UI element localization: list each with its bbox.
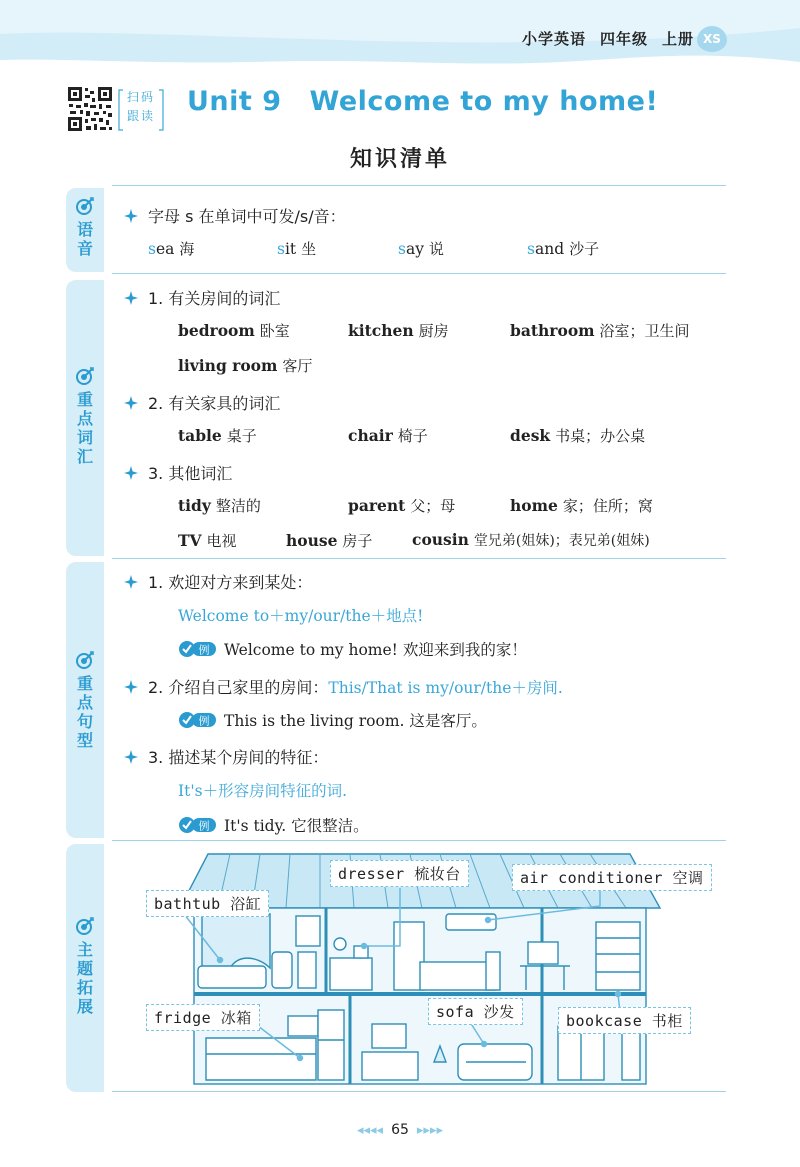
s-letter: s <box>398 240 406 258</box>
sparkle-bullet-icon <box>124 466 138 480</box>
tab-char: 音 <box>76 239 93 258</box>
vocab-en: tidy <box>178 496 211 515</box>
vocab-cn: 桌子 <box>226 427 257 445</box>
word-cn: 沙子 <box>569 240 600 258</box>
sentence-group-heading <box>124 675 563 698</box>
vocab-en: bedroom <box>178 321 255 340</box>
scan-label-line2: 跟读 <box>126 109 155 123</box>
sparkle-bullet-icon <box>124 209 138 223</box>
vocab-item <box>286 530 372 551</box>
s-word-sand <box>527 238 599 259</box>
label-cn: 浴缸 <box>230 895 262 913</box>
label-en: dresser <box>338 865 405 883</box>
vocab-cn: 椅子 <box>397 427 428 445</box>
tab-char: 型 <box>76 731 93 750</box>
tab-char: 汇 <box>76 447 93 466</box>
example-badge-icon <box>178 816 218 834</box>
label-en: bookcase <box>566 1012 643 1030</box>
vocab-group-heading <box>124 286 280 309</box>
vocab-item <box>510 495 653 516</box>
tab-pronunciation <box>66 188 104 272</box>
vocab-cn: 堂兄弟(姐妹)；表兄弟(姐妹) <box>473 533 650 549</box>
label-en: air conditioner <box>520 869 663 887</box>
vocab-item <box>348 320 449 341</box>
label-sofa <box>428 998 523 1025</box>
label-cn: 空调 <box>672 869 704 887</box>
vocab-group-heading <box>124 391 280 414</box>
group-title: 欢迎对方来到某处： <box>168 573 313 592</box>
group-title: 介绍自己家里的房间： <box>168 678 329 697</box>
page-footer <box>0 1122 800 1138</box>
vocab-item <box>178 425 257 446</box>
example-text: This is the living room. 这是客厅。 <box>224 712 487 730</box>
word-rest: and <box>534 240 565 258</box>
vocab-item <box>178 355 312 376</box>
group-title: 描述某个房间的特征： <box>168 748 329 767</box>
bracket-frame-icon <box>117 88 165 132</box>
header-grade: 四年级 <box>599 30 648 48</box>
label-fridge <box>146 1004 260 1031</box>
example-badge-icon <box>178 711 218 729</box>
xs-badge: XS <box>697 26 727 52</box>
vocab-item <box>510 425 645 446</box>
tab-key-vocabulary-label <box>75 390 95 466</box>
group-title: 其他词汇 <box>168 464 233 483</box>
label-cn: 梳妆台 <box>414 865 461 883</box>
s-letter: s <box>527 240 535 258</box>
s-word-say <box>398 238 444 259</box>
tab-char: 拓 <box>76 978 93 997</box>
vocab-cn: 整洁的 <box>215 497 261 515</box>
group-title: 有关家具的词汇 <box>168 394 281 413</box>
vocab-item <box>178 530 237 551</box>
section-divider <box>112 558 726 559</box>
vocab-group-heading <box>124 461 232 484</box>
vocab-cn: 房子 <box>342 532 373 550</box>
tab-pronunciation-label <box>75 220 95 258</box>
example-text: Welcome to my home! 欢迎来到我的家！ <box>224 641 527 659</box>
vocab-cn: 电视 <box>206 532 237 550</box>
header-volume: 上册 <box>661 30 694 48</box>
tab-key-sentences <box>66 562 104 838</box>
page-number: 65 <box>391 1122 409 1138</box>
vocab-en: desk <box>510 426 551 445</box>
vocab-en: TV <box>178 531 202 550</box>
section-divider <box>112 185 726 186</box>
target-icon <box>75 196 95 216</box>
sparkle-bullet-icon <box>124 680 138 694</box>
vocab-cn: 卧室 <box>259 322 290 340</box>
header-subject: 小学英语 <box>521 30 586 48</box>
word-cn: 说 <box>428 240 444 258</box>
tab-char: 主 <box>76 940 93 959</box>
group-number: 3. <box>148 748 164 767</box>
label-en: bathtub <box>154 895 221 913</box>
vocab-item <box>178 320 290 341</box>
word-rest: ea <box>155 240 175 258</box>
tab-char: 重 <box>76 674 93 693</box>
scan-label-line1: 扫码 <box>126 90 155 104</box>
word-cn: 坐 <box>301 240 317 258</box>
s-letter: s <box>277 240 285 258</box>
tab-theme-extension <box>66 844 104 1092</box>
s-word-sit <box>277 238 316 259</box>
label-bathtub <box>146 890 269 917</box>
section-divider <box>112 1091 726 1092</box>
label-air-conditioner <box>512 864 712 891</box>
sparkle-bullet-icon <box>124 396 138 410</box>
tab-char: 点 <box>76 693 93 712</box>
label-en: fridge <box>154 1009 212 1027</box>
vocab-item <box>348 495 455 516</box>
qr-code-icon[interactable] <box>66 85 114 133</box>
target-icon <box>75 366 95 386</box>
tab-key-vocabulary <box>66 280 104 556</box>
example-label: 例 <box>198 714 210 728</box>
tab-char: 展 <box>76 997 93 1016</box>
example-badge-icon <box>178 640 218 658</box>
s-word-sea <box>148 238 194 259</box>
group-number: 2. <box>148 394 164 413</box>
label-en: sofa <box>436 1003 475 1021</box>
vocab-item <box>348 425 428 446</box>
target-icon <box>75 650 95 670</box>
unit-number: Unit 9 <box>187 86 282 117</box>
unit-name: Welcome to my home! <box>309 86 659 117</box>
vocab-en: home <box>510 496 558 515</box>
label-cn: 沙发 <box>483 1003 515 1021</box>
tab-char: 句 <box>76 712 93 731</box>
sparkle-bullet-icon <box>124 291 138 305</box>
example-sentence <box>178 638 527 660</box>
vocab-item <box>412 530 650 550</box>
s-letter: s <box>148 240 156 258</box>
tab-char: 点 <box>76 409 93 428</box>
word-cn: 海 <box>179 240 195 258</box>
tab-char: 语 <box>76 220 93 239</box>
vocab-cn: 客厅 <box>282 357 313 375</box>
sentence-group-heading <box>124 745 328 768</box>
vocab-en: bathroom <box>510 321 595 340</box>
tab-char: 题 <box>76 959 93 978</box>
label-dresser <box>330 860 469 887</box>
label-cn: 冰箱 <box>220 1009 252 1027</box>
footer-arrows-left: ◂◂◂◂ <box>356 1123 384 1138</box>
sentence-pattern: It's＋形容房间特征的词. <box>178 782 347 800</box>
example-text: It's tidy. 它很整洁。 <box>224 817 369 835</box>
header-book-info <box>508 28 694 49</box>
group-number: 1. <box>148 289 164 308</box>
section-divider <box>112 273 726 274</box>
word-rest: it <box>284 240 297 258</box>
section-divider <box>112 840 726 841</box>
example-sentence <box>178 814 369 836</box>
tab-key-sentences-label <box>75 674 95 750</box>
sentence-group-heading <box>124 570 312 593</box>
example-label: 例 <box>198 643 210 657</box>
pronunciation-heading <box>124 204 346 227</box>
vocab-en: living room <box>178 356 278 375</box>
vocab-en: house <box>286 531 338 550</box>
vocab-en: kitchen <box>348 321 414 340</box>
target-icon <box>75 916 95 936</box>
vocab-cn: 厨房 <box>418 322 449 340</box>
vocab-en: table <box>178 426 222 445</box>
word-rest: ay <box>405 240 424 258</box>
vocab-en: parent <box>348 496 406 515</box>
sentence-pattern-inline: This/That is my/our/the＋房间. <box>328 679 563 697</box>
sparkle-bullet-icon <box>124 750 138 764</box>
example-label: 例 <box>198 819 210 833</box>
sparkle-bullet-icon <box>124 575 138 589</box>
vocab-cn: 父；母 <box>410 497 456 515</box>
pronunciation-heading-text: 字母 s 在单词中可发/s/音： <box>148 207 346 226</box>
group-number: 1. <box>148 573 164 592</box>
tab-theme-extension-label <box>75 940 95 1016</box>
vocab-en: cousin <box>412 530 469 549</box>
unit-title <box>187 86 658 117</box>
vocab-item <box>178 495 261 516</box>
group-number: 3. <box>148 464 164 483</box>
footer-arrows-right: ▸▸▸▸ <box>416 1123 444 1138</box>
vocab-en: chair <box>348 426 393 445</box>
tab-char: 重 <box>76 390 93 409</box>
group-title: 有关房间的词汇 <box>168 289 281 308</box>
example-sentence <box>178 709 487 731</box>
tab-char: 词 <box>76 428 93 447</box>
group-number: 2. <box>148 678 164 697</box>
label-cn: 书柜 <box>651 1012 683 1030</box>
vocab-cn: 书桌；办公桌 <box>555 427 646 445</box>
vocab-cn: 家；住所；窝 <box>562 497 653 515</box>
knowledge-list-title: 知识清单 <box>349 147 450 172</box>
vocab-item <box>510 320 690 341</box>
label-bookcase <box>558 1007 691 1034</box>
sentence-pattern: Welcome to＋my/our/the＋地点! <box>178 607 424 625</box>
scan-to-read-label <box>117 88 165 132</box>
vocab-cn: 浴室；卫生间 <box>599 322 690 340</box>
